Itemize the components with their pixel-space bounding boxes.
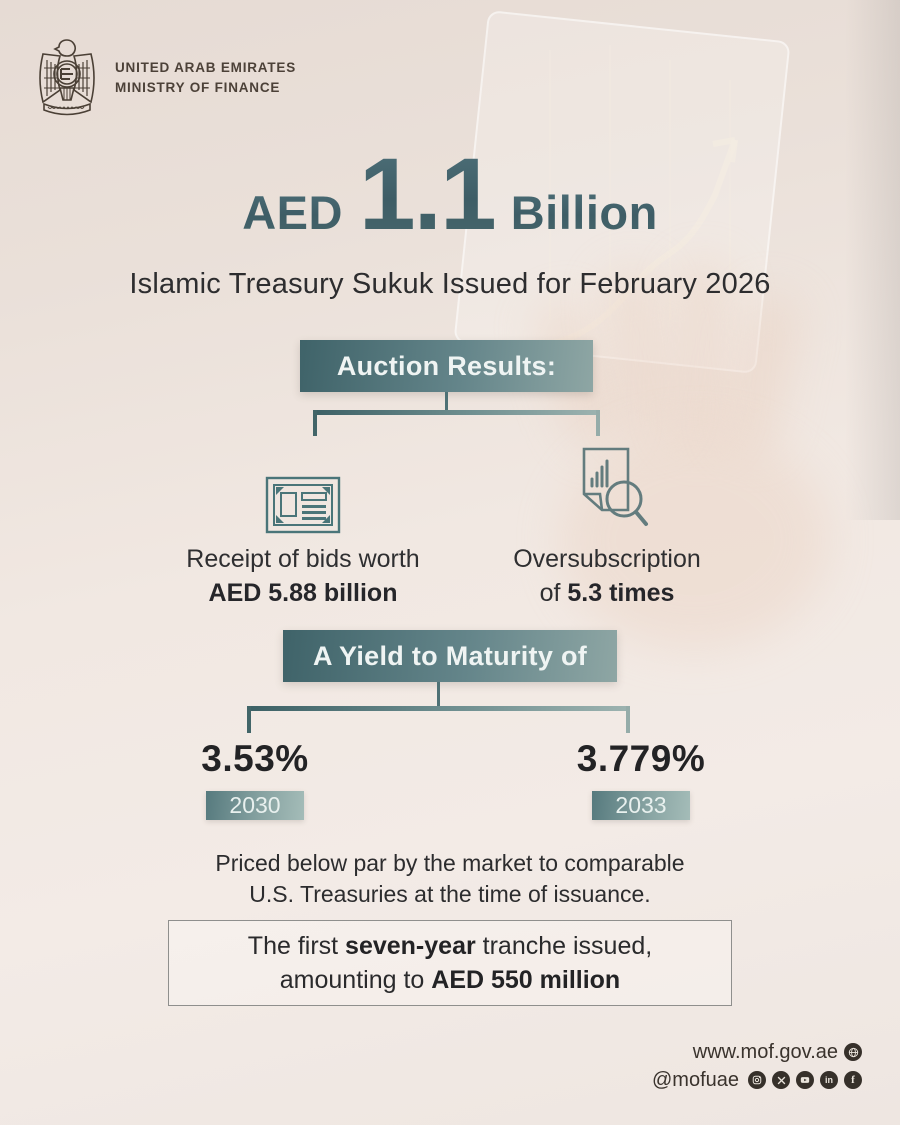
linkedin-icon: in — [820, 1071, 838, 1089]
maturity-year-badge: 2033 — [592, 791, 690, 820]
org-line-2: MINISTRY OF FINANCE — [115, 80, 281, 95]
yield-rate: 3.779% — [576, 738, 706, 779]
bids-caption: Receipt of bids worth — [186, 545, 420, 573]
headline-subtitle: Islamic Treasury Sukuk Issued for February 2026 — [129, 268, 771, 300]
pricing-line-1: Priced below par by the market to comparable — [215, 850, 685, 876]
certificate-icon — [265, 476, 341, 534]
org-line-1: UNITED ARAB EMIRATES — [115, 60, 296, 75]
connector-tick — [313, 410, 317, 436]
hand-finger-shape — [720, 288, 804, 455]
oversubscription-caption: Oversubscription — [513, 545, 701, 573]
website-url: www.mof.gov.ae — [692, 1041, 838, 1063]
youtube-icon — [796, 1071, 814, 1089]
oversubscription-prefix: of — [539, 579, 568, 607]
tranche-line-1: The first seven-year tranche issued, — [247, 932, 653, 960]
yield-item-2033 — [536, 738, 746, 820]
facebook-icon: f — [844, 1071, 862, 1089]
ministry-name — [115, 58, 296, 98]
connector-bar — [313, 410, 600, 415]
x-twitter-icon — [772, 1071, 790, 1089]
social-row — [652, 1066, 862, 1094]
social-handle: @mofuae — [651, 1069, 739, 1091]
uae-emblem-icon — [34, 36, 100, 120]
document-search-icon — [564, 446, 650, 534]
auction-results-label: Auction Results: — [336, 350, 557, 381]
yield-banner — [283, 630, 617, 682]
bids-value: AED 5.88 billion — [208, 579, 398, 607]
headline — [0, 137, 900, 251]
connector-tick — [247, 706, 251, 733]
connector-tick — [626, 706, 630, 733]
tranche-line-2: amounting to AED 550 million — [279, 966, 621, 994]
bids-column — [148, 450, 458, 610]
instagram-icon — [748, 1071, 766, 1089]
auction-results-banner — [300, 340, 593, 392]
footer — [652, 1038, 862, 1094]
yield-rate: 3.53% — [201, 738, 309, 779]
connector-stub — [437, 682, 440, 707]
connector-bar — [247, 706, 630, 711]
oversubscription-value: 5.3 times — [567, 579, 675, 607]
pricing-note — [0, 848, 900, 910]
pricing-line-2: U.S. Treasuries at the time of issuance. — [249, 881, 651, 907]
website-row — [652, 1038, 862, 1066]
headline-unit: Billion — [510, 186, 658, 239]
oversubscription-column — [452, 450, 762, 610]
background-shade — [845, 0, 900, 520]
maturity-year-badge: 2030 — [206, 791, 304, 820]
yield-item-2030 — [150, 738, 360, 820]
brand-block — [34, 36, 296, 120]
globe-icon — [844, 1043, 862, 1061]
yield-banner-label: A Yield to Maturity of — [312, 640, 588, 671]
headline-amount: 1.1 — [358, 137, 495, 251]
headline-currency: AED — [242, 186, 343, 239]
tranche-box — [168, 920, 732, 1006]
connector-tick — [596, 410, 600, 436]
